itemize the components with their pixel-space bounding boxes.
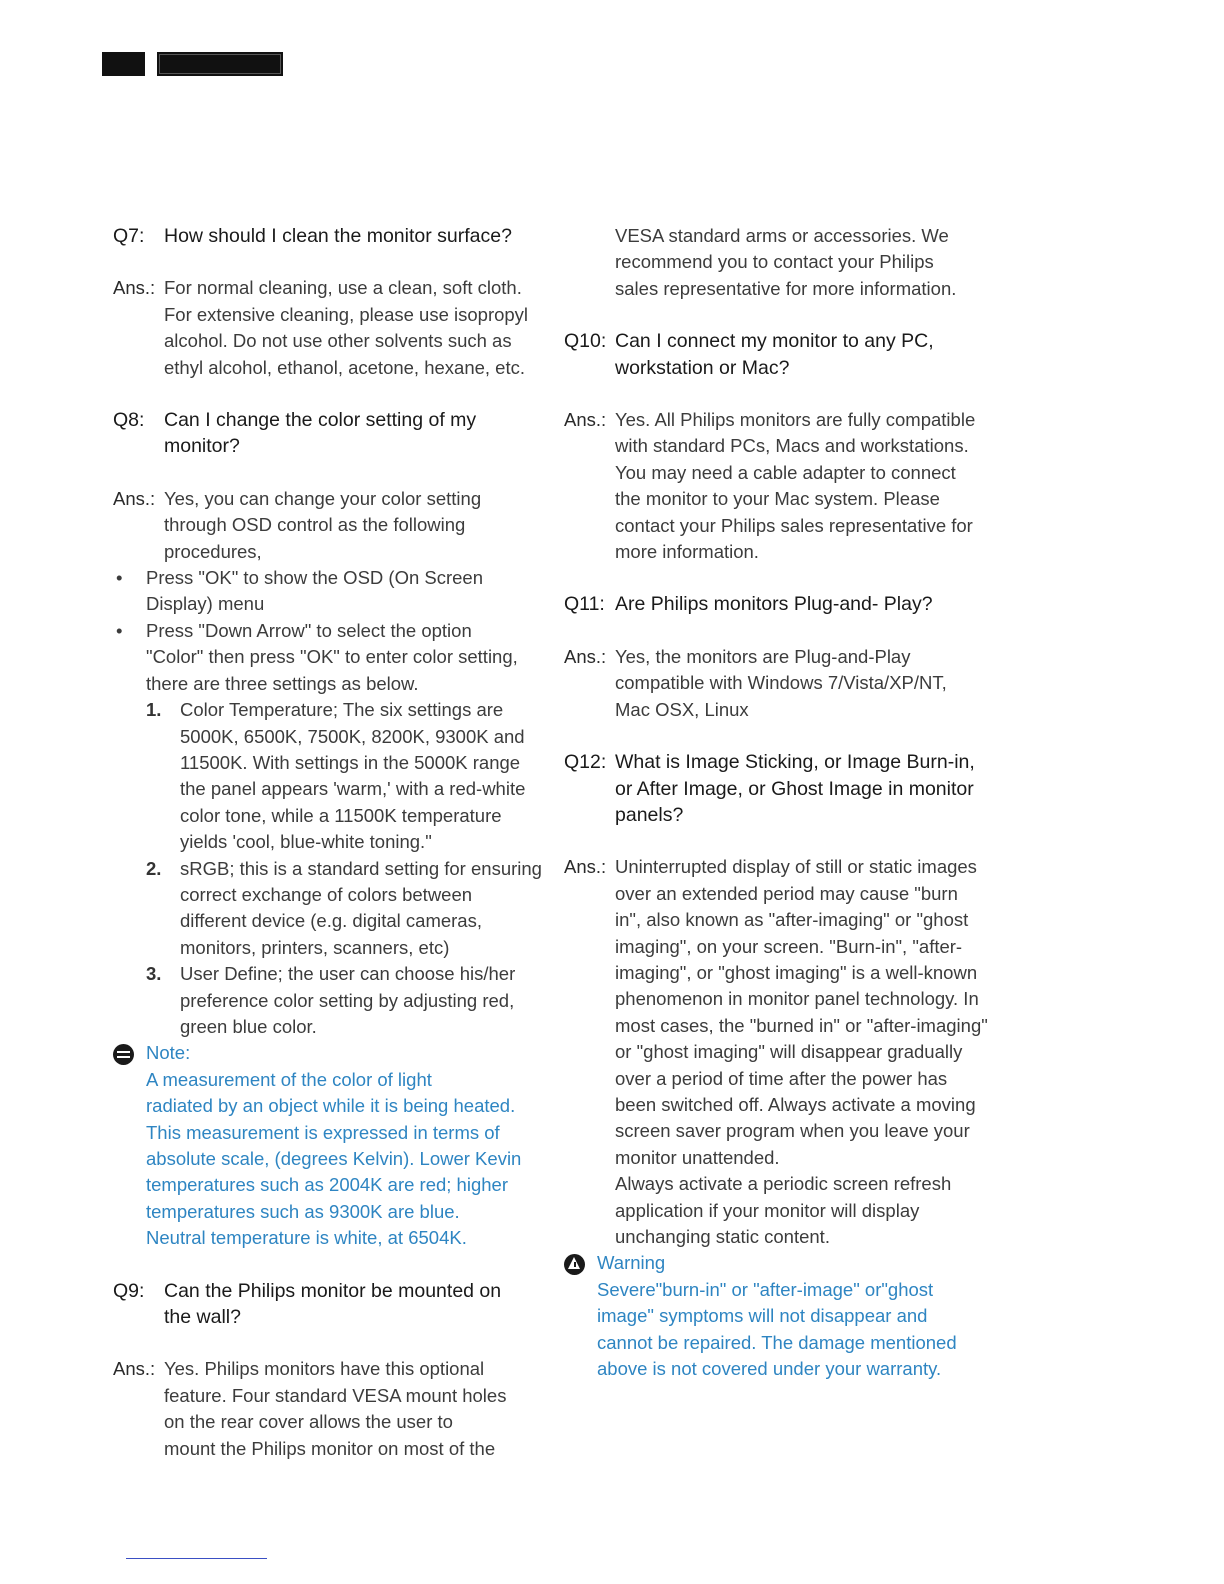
- answer-q10: Ans.: Yes. All Philips monitors are fully compatible with standard PCs, Macs and workstations. You may need a cable adapter to connect the monitor to your Mac system. Please contact your Philips sales representative for more information.: [564, 409, 976, 563]
- bullet-item: • Press "Down Arrow" to select the option "Color" then press "OK" to enter color setting, there are three settings as below.: [116, 619, 518, 694]
- question-q8: Q8: Can I change the color setting of my monitor?: [113, 409, 477, 458]
- left-column: [113, 223, 558, 1462]
- question-q7: Q7: How should I clean the monitor surface?: [113, 225, 512, 247]
- answer-q9: Ans.: Yes. Philips monitors have this optional feature. Four standard VESA mount holes on the rear cover allows the user to mount the Philips monitor on most of the: [113, 1358, 507, 1459]
- answer-q11: Ans.: Yes, the monitors are Plug-and-Play compatible with Windows 7/Vista/XP/NT, Mac OSX, Linux: [564, 645, 947, 720]
- numbered-item: 1. Color Temperature; The six settings are 5000K, 6500K, 7500K, 8200K, 9300K and 11500K. With settings in the 5000K range the panel appears 'warm,' with a red-white color tone, while a 11500K temperature yields 'cool, blue-white toning.": [146, 699, 526, 853]
- question-q11: Q11: Are Philips monitors Plug-and- Play?: [564, 593, 933, 616]
- footer-link-underline: [126, 1558, 267, 1559]
- warning-icon: [564, 1254, 585, 1275]
- header-section-tab: [157, 52, 283, 76]
- bullet-item: • Press "OK" to show the OSD (On Screen Display) menu: [116, 567, 484, 615]
- warning-heading: Warning: [564, 1250, 1004, 1276]
- numbered-item: 3. User Define; the user can choose his/her preference color setting by adjusting red, green blue color.: [146, 963, 516, 1037]
- warning-body: Severe"burn-in" or "after-image" or"ghost image" symptoms will not disappear and cannot be repaired. The damage mentioned above is not covered under your warranty.: [597, 1278, 957, 1380]
- question-q9: Q9: Can the Philips monitor be mounted on the wall?: [113, 1279, 502, 1329]
- note-body: A measurement of the color of light radiated by an object while it is being heated. This measurement is expressed in terms of absolute scale, (degrees Kelvin). Lower Kevin temperatures such as 2004K are red; higher temperatures such as 9300K are blue. Neutral temperature is white, at 6504K.: [146, 1068, 522, 1249]
- answer-q7: Ans.: For normal cleaning, use a clean, soft cloth. For extensive cleaning, please use isopropyl alcohol. Do not use other solvents such as ethyl alcohol, ethanol, acetone, hexane, etc.: [113, 277, 529, 378]
- right-column: [564, 223, 1004, 1382]
- answer-q8: Ans.: Yes, you can change your color setting through OSD control as the following procedures,: [113, 487, 482, 562]
- answer-q12: Ans.: Uninterrupted display of still or static images over an extended period may cause "burn in", also known as "after-imaging" or "ghost imaging", on your screen. "Burn-in", "after- imaging", or "ghost imaging" is a well-known phenomenon in monitor panel technology. In most cases, the "burned in" or "after-imaging" or "ghost imaging" will disappear gradually over a period of time after the power has been switched off. Always activate a moving screen saver program when you leave your monitor unattended. Always activate a periodic screen refresh application if your monitor will display unchanging static content.: [564, 856, 988, 1247]
- note-heading: Note:: [113, 1040, 558, 1066]
- answer-q9-continued: VESA standard arms or accessories. We recommend you to contact your Philips sales representative for more information.: [615, 225, 957, 299]
- question-q10: Q10: Can I connect my monitor to any PC, workstation or Mac?: [564, 330, 934, 379]
- header-page-tab: [102, 52, 145, 76]
- numbered-item: 2. sRGB; this is a standard setting for ensuring correct exchange of colors between different device (e.g. digital cameras, monitors, printers, scanners, etc): [146, 857, 542, 958]
- question-q12: Q12: What is Image Sticking, or Image Burn-in, or After Image, or Ghost Image in monitor panels?: [564, 751, 975, 826]
- note-icon: [113, 1044, 134, 1065]
